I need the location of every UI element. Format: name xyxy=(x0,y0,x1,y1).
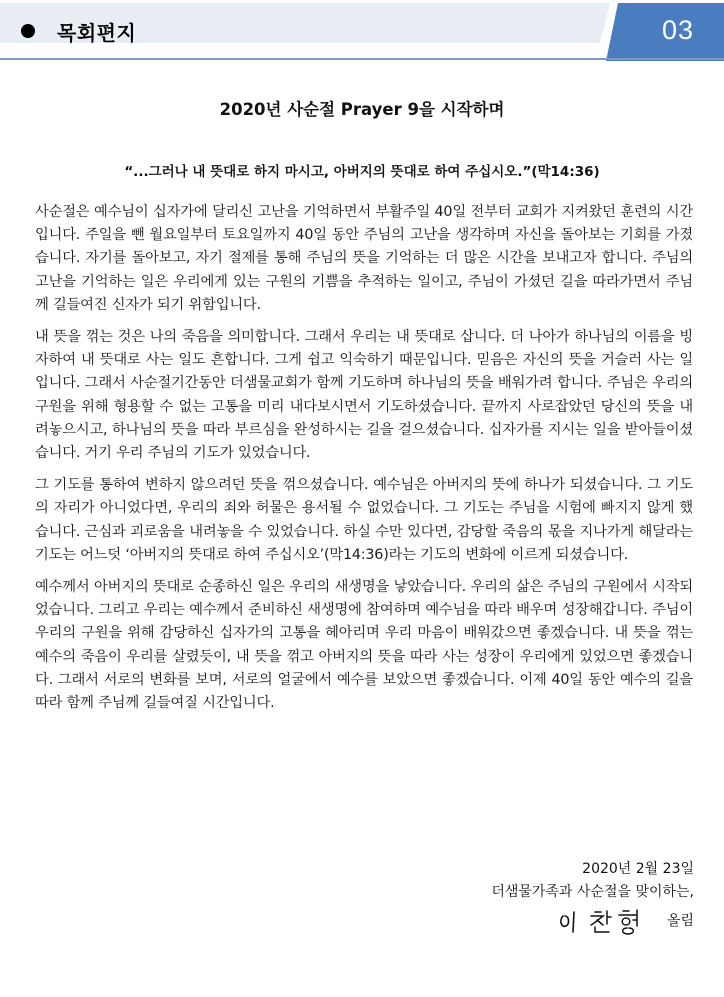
scripture-quote: “...그러나 내 뜻대로 하지 마시고, 아버지의 뜻대로 하여 주십시오.”(막14:36) xyxy=(124,164,600,180)
handwritten-signature xyxy=(557,906,657,936)
paragraph-3: 그 기도를 통하여 변하지 않으려던 뜻을 꺾으셨습니다. 예수님은 아버지의 뜻에 하나가 되셨습니다. 그 기도의 자리가 아니었다면, 우리의 죄와 허물은 용서될 수 없었습니다. 그 기도는 주님을 시험에 빠지지 않게 했습니다. 근심과 괴로움을 내려놓을 수 있었습니다. 하실 수만 있다면, 감당할 죽음의 몫을 지나가게 해달라는 기도는 어느덧 ‘아버지의 뜻대로 하여 주십시오’(막14:36)라는 기도의 변화에 이르게 되셨습니다. xyxy=(35,477,693,563)
bullet-icon xyxy=(21,24,35,38)
page-header xyxy=(0,3,724,61)
closing-date: 2020년 2월 23일 xyxy=(582,861,694,877)
letter-title: 2020년 사순절 Prayer 9을 시작하며 xyxy=(219,100,505,119)
paragraph-1: 사순절은 예수님이 십자가에 달리신 고난을 기억하면서 부활주일 40일 전부터 교회가 지켜왔던 훈련의 시간입니다. 주일을 뺀 월요일부터 토요일까지 40일 동안 주님의 고난을 생각하며 자신을 돌아보는 기회를 가졌습니다. 자기를 돌아보고, 자기 절제를 통해 주님의 뜻을 기억하는 더 많은 시간을 보내고자 합니다. 주님의 고난을 기억하는 일은 우리에게 있는 구원의 기쁨을 추적하는 일이고, 주님이 가셨던 길을 따라가면서 주님께 길들여진 신자가 되기 위함입니다. xyxy=(35,204,693,313)
paragraph-4: 예수께서 아버지의 뜻대로 순종하신 일은 우리의 새생명을 낳았습니다. 우리의 삶은 주님의 구원에서 시작되었습니다. 그리고 우리는 예수께서 준비하신 새생명에 참여하며 예수님을 따라 배우며 성장해갑니다. 주님이 우리의 구원을 위해 감당하신 십자가의 고통을 헤아리며 우리 마음이 배워갔으면 좋겠습니다. 내 뜻을 꺾는 예수의 죽음이 우리를 살렸듯이, 내 뜻을 꺾고 아버지의 뜻을 따라 사는 성장이 우리에게 있었으면 좋겠습니다. 그래서 서로의 변화를 보며, 서로의 얼굴에서 예수를 보았으면 좋겠습니다. 이제 40일 동안 예수의 길을 따라 함께 주님께 길들여질 시간입니다. xyxy=(35,579,693,712)
page-number: 03 xyxy=(661,15,694,45)
section-title: 목회편지 xyxy=(57,21,137,45)
paragraph-2: 내 뜻을 꺾는 것은 나의 죽음을 의미합니다. 그래서 우리는 내 뜻대로 삽니다. 더 나아가 하나님의 이름을 빙자하여 내 뜻대로 사는 일도 흔합니다. 그게 쉽고 익숙하기 때문입니다. 믿음은 자신의 뜻을 거슬러 사는 일입니다. 그래서 사순절기간동안 더샘물교회가 함께 기도하며 하나님의 뜻을 배워가려 합니다. 주님은 우리의 구원을 위해 형용할 수 없는 고통을 미리 내다보시면서 기도하셨습니다. 끝까지 사로잡았던 당신의 뜻을 내려놓으시고, 하나님의 뜻을 따라 부르심을 완성하시는 길을 걸으셨습니다. 십자가를 지시는 일을 받아들이셨습니다. 거기 우리 주님의 기도가 있었습니다. xyxy=(35,329,693,462)
letter-body xyxy=(35,201,693,724)
closing-greeting: 더샘물가족과 사순절을 맞이하는, xyxy=(491,884,694,900)
signature-row xyxy=(491,906,694,936)
closing-regards: 올림 xyxy=(666,912,694,929)
letter-closing xyxy=(491,858,694,936)
